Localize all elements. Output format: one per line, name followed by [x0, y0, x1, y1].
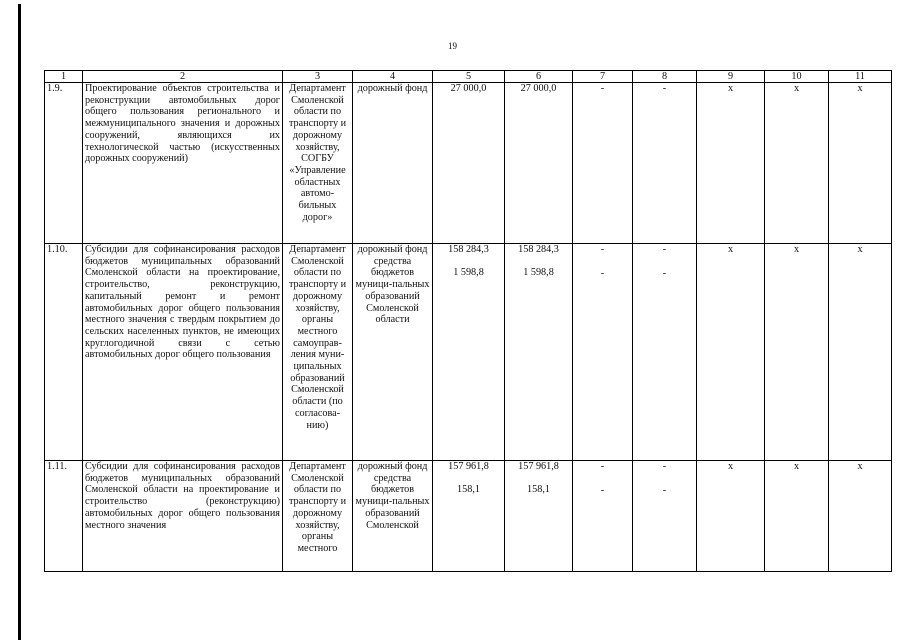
value-1: 158 284,3 — [518, 244, 559, 255]
row-description: Субсидии для софинансирования расходов бюджетов муниципальных образований Смоленской области на проектирование, строительство, реконструкцию, капитальный ремонт и ремонт автомобильных дорог общего пользования местного значения с твердым покрытием до сельских населенных пунктов, не имеющих круглогодичной связи с сетью автомобильных дорог общего пользования — [83, 244, 283, 461]
row-number: 1.11. — [45, 461, 83, 572]
row-col9: x — [697, 83, 765, 244]
row-col6 — [505, 83, 573, 244]
value-2: - — [600, 267, 605, 279]
value-2: 158,1 — [457, 483, 480, 495]
row-col10: x — [765, 83, 829, 244]
value-1: 157 961,8 — [518, 461, 559, 472]
row-executor: Департамент Смоленской области по транспорту и дорожному хозяйству, органы местного — [283, 461, 353, 572]
row-col5 — [433, 244, 505, 461]
table-row — [45, 244, 892, 461]
row-col11: x — [829, 461, 892, 572]
column-header: 8 — [633, 71, 697, 83]
row-col6 — [505, 244, 573, 461]
row-col6 — [505, 461, 573, 572]
column-header: 11 — [829, 71, 892, 83]
row-executor: Департамент Смоленской области по транспорту и дорожному хозяйству, СОГБУ «Управление областных автомо-бильных дорог» — [283, 83, 353, 244]
column-header: 3 — [283, 71, 353, 83]
row-executor: Департамент Смоленской области по транспорту и дорожному хозяйству, органы местного самоуправ-ления муни-ципальных образований Смоленской области (по согласова-нию) — [283, 244, 353, 461]
row-col9: x — [697, 461, 765, 572]
column-header: 4 — [353, 71, 433, 83]
row-col7 — [573, 83, 633, 244]
column-header: 5 — [433, 71, 505, 83]
row-description: Проектирование объектов строительства и реконструкции автомобильных дорог общего пользования регионального и межмуниципального значения и дорожных сооружений, являющихся их технологической частью (искусственных дорожных сооружений) — [83, 83, 283, 244]
value-2: - — [600, 484, 605, 496]
value-1: 158 284,3 — [448, 244, 489, 255]
row-number: 1.10. — [45, 244, 83, 461]
value-1: 27 000,0 — [450, 83, 487, 94]
value-1: - — [662, 461, 667, 472]
column-header: 9 — [697, 71, 765, 83]
row-col10: x — [765, 244, 829, 461]
row-col7 — [573, 244, 633, 461]
row-col11: x — [829, 83, 892, 244]
row-funding-source: дорожный фонд средства бюджетов муници-пальных образований Смоленской области — [353, 244, 433, 461]
column-header: 7 — [573, 71, 633, 83]
header-row — [45, 71, 892, 83]
value-2: - — [662, 484, 667, 496]
value-2: 1 598,8 — [523, 266, 554, 278]
budget-table — [44, 70, 892, 572]
value-1: 157 961,8 — [448, 461, 489, 472]
value-1: - — [600, 244, 605, 255]
value-1: - — [662, 244, 667, 255]
value-1: - — [662, 83, 667, 94]
row-col11: x — [829, 244, 892, 461]
column-header: 6 — [505, 71, 573, 83]
table-row — [45, 83, 892, 244]
value-2: - — [662, 267, 667, 279]
table-row — [45, 461, 892, 572]
row-description: Субсидии для софинансирования расходов бюджетов муниципальных образований Смоленской области на проектирование и строительство (реконструкцию) автомобильных дорог общего пользования местного значения — [83, 461, 283, 572]
row-col10: x — [765, 461, 829, 572]
row-col8 — [633, 461, 697, 572]
value-2: 1 598,8 — [453, 266, 484, 278]
row-number: 1.9. — [45, 83, 83, 244]
row-funding-source: дорожный фонд — [353, 83, 433, 244]
column-header: 10 — [765, 71, 829, 83]
value-1: - — [600, 461, 605, 472]
value-1: - — [600, 83, 605, 94]
row-col5 — [433, 83, 505, 244]
row-col7 — [573, 461, 633, 572]
value-2: 158,1 — [527, 483, 550, 495]
row-col5 — [433, 461, 505, 572]
column-header: 2 — [83, 71, 283, 83]
value-1: 27 000,0 — [520, 83, 557, 94]
column-header: 1 — [45, 71, 83, 83]
row-col8 — [633, 83, 697, 244]
left-margin-bar — [18, 4, 21, 640]
row-col9: x — [697, 244, 765, 461]
row-col8 — [633, 244, 697, 461]
page-number: 19 — [448, 41, 457, 51]
row-funding-source: дорожный фонд средства бюджетов муници-пальных образований Смоленской — [353, 461, 433, 572]
